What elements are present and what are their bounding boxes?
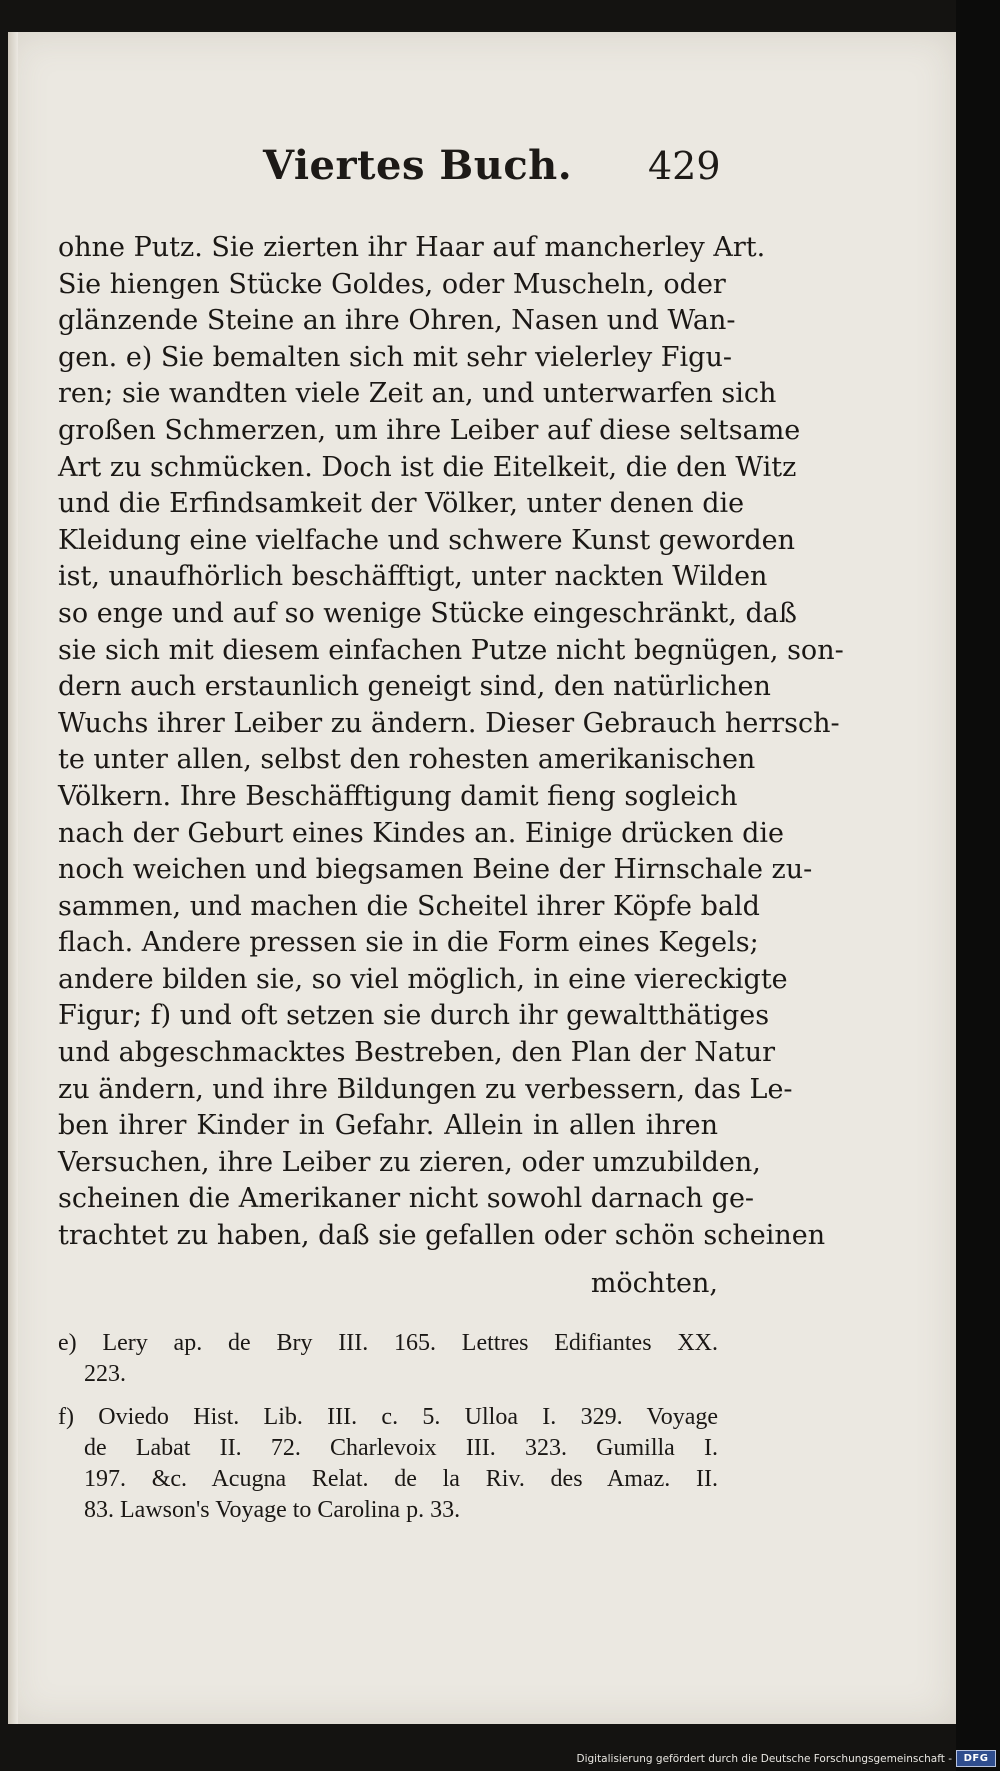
catchword: möchten, <box>590 1268 718 1299</box>
text-line: flach. Andere pressen sie in die Form eines Kegels; <box>58 927 759 959</box>
text-line: Versuchen, ihre Leiber zu zieren, oder umzubilden, <box>58 1146 761 1178</box>
text-line: ohne Putz. Sie zierten ihr Haar auf mancherley Art. <box>58 232 766 263</box>
footnote-f-line: f) Oviedo Hist. Lib. III. c. 5. Ulloa I. 329. Voyage <box>58 1404 718 1430</box>
text-line: trachtet zu haben, daß sie gefallen oder schön scheinen <box>58 1220 826 1252</box>
text-line: glänzende Steine an ihre Ohren, Nasen und Wan- <box>58 305 736 337</box>
text-line: Wuchs ihrer Leiber zu ändern. Dieser Gebrauch herrsch- <box>58 707 840 739</box>
text-line: und die Erfindsamkeit der Völker, unter denen die <box>58 488 745 520</box>
text-line: sie sich mit diesem einfachen Putze nicht begnügen, son- <box>58 634 844 666</box>
digitization-credit: Digitalisierung gefördert durch die Deutsche Forschungsgemeinschaft - <box>576 1753 952 1765</box>
text-line: gen. e) Sie bemalten sich mit sehr vielerley Figu- <box>58 341 732 373</box>
running-head: Viertes Buch. <box>263 142 573 189</box>
text-line: Art zu schmücken. Doch ist die Eitelkeit, die den Witz <box>58 451 797 483</box>
text-line: zu ändern, und ihre Bildungen zu verbessern, das Le- <box>58 1073 793 1105</box>
footnote-e-line: e) Lery ap. de Bry III. 165. Lettres Edifiantes XX. <box>58 1330 718 1356</box>
text-line: Sie hiengen Stücke Goldes, oder Muscheln, oder <box>58 268 726 300</box>
text-line: ben ihrer Kinder in Gefahr. Allein in allen ihren <box>58 1110 718 1142</box>
text-line: Völkern. Ihre Beschäfftigung damit fieng sogleich <box>58 780 738 812</box>
text-line: nach der Geburt eines Kindes an. Einige drücken die <box>58 817 784 849</box>
body-text <box>58 230 844 1255</box>
text-line: te unter allen, selbst den rohesten amerikanischen <box>58 744 756 776</box>
footnote-f-line: de Labat II. 72. Charlevoix III. 323. Gumilla I. <box>84 1435 718 1461</box>
book-page <box>8 32 956 1724</box>
page-header <box>8 142 956 202</box>
footnote-e-line: 223. <box>84 1361 126 1387</box>
text-line: und abgeschmacktes Bestreben, den Plan der Natur <box>58 1037 776 1069</box>
text-line: scheinen die Amerikaner nicht sowohl darnach ge- <box>58 1183 755 1215</box>
page-gutter-shadow <box>8 32 18 1724</box>
text-line: so enge und auf so wenige Stücke eingeschränkt, daß <box>58 597 797 629</box>
dfg-logo: DFG <box>956 1750 996 1767</box>
footnote-f-line: 197. &c. Acugna Relat. de la Riv. des Amaz. II. <box>84 1466 718 1492</box>
text-line: noch weichen und biegsamen Beine der Hirnschale zu- <box>58 854 813 886</box>
footnote-gap <box>58 1390 718 1402</box>
text-line: sammen, und machen die Scheitel ihrer Köpfe bald <box>58 890 760 922</box>
footnotes <box>58 1328 718 1526</box>
text-line: ist, unaufhörlich beschäfftigt, unter nackten Wilden <box>58 561 768 593</box>
text-line: großen Schmerzen, um ihre Leiber auf diese seltsame <box>58 414 801 446</box>
text-line: Kleidung eine vielfache und schwere Kunst geworden <box>58 524 795 556</box>
scanner-border <box>956 0 1000 1771</box>
text-line: andere bilden sie, so viel möglich, in eine viereckigte <box>58 963 788 995</box>
footnote-f-line: 83. Lawson's Voyage to Carolina p. 33. <box>84 1497 461 1523</box>
text-line: ren; sie wandten viele Zeit an, und unterwarfen sich <box>58 378 777 410</box>
text-line: dern auch erstaunlich geneigt sind, den natürlichen <box>58 671 771 703</box>
text-line: Figur; f) und oft setzen sie durch ihr gewaltthätiges <box>58 1000 770 1032</box>
page-number: 429 <box>648 144 721 188</box>
